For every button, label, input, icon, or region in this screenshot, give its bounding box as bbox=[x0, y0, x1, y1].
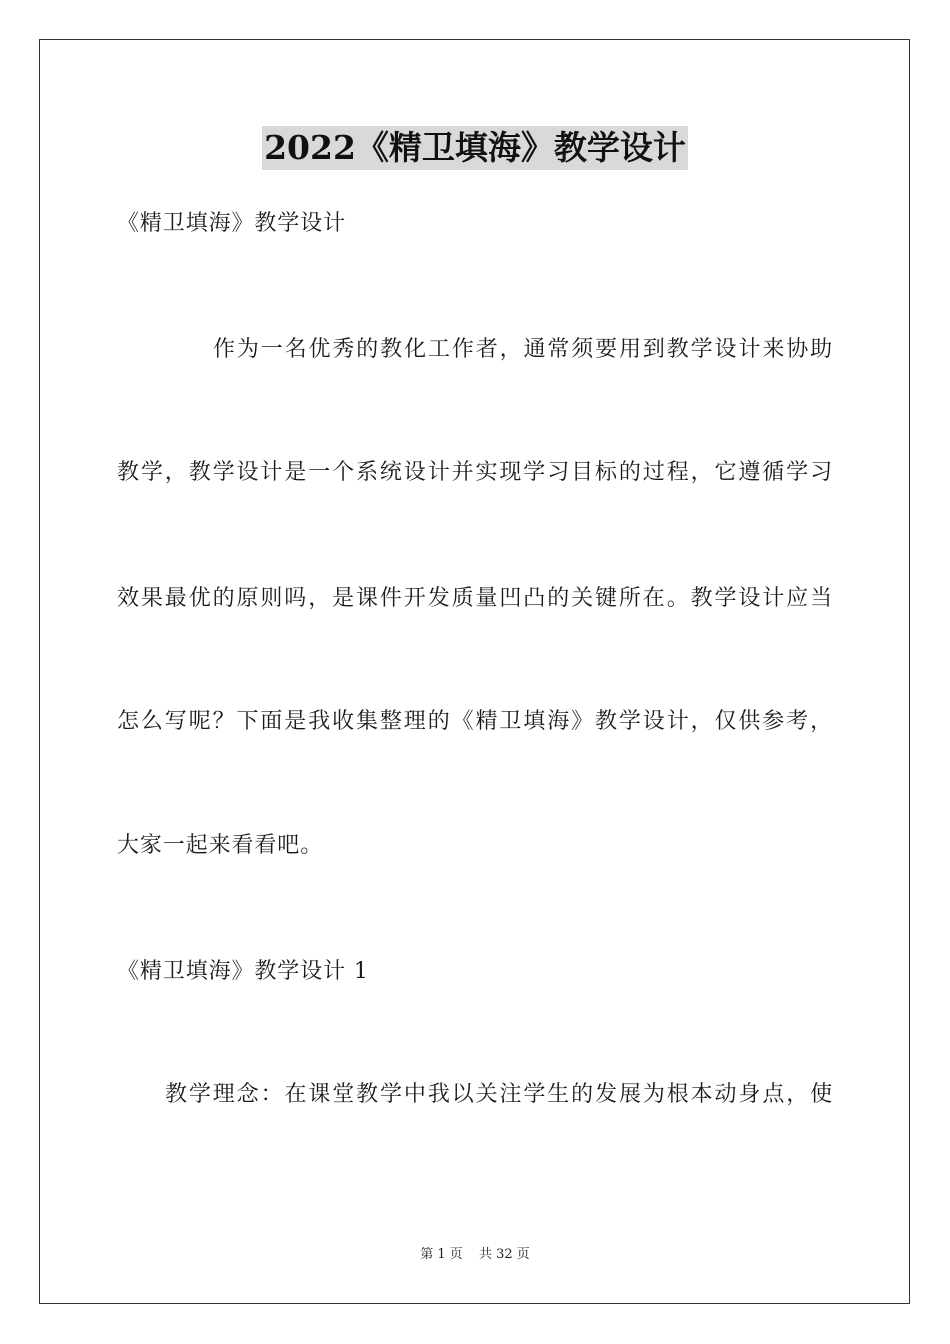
paragraph-line-1: 作为一名优秀的教化工作者，通常须要用到教学设计来协助 bbox=[213, 337, 833, 362]
section-heading: 《精卫填海》教学设计 1 bbox=[117, 959, 369, 984]
paragraph-line-3: 效果最优的原则吗，是课件开发质量凹凸的关键所在。教学设计应当 bbox=[117, 586, 833, 611]
page-footer bbox=[0, 1246, 950, 1264]
section-first-line: 教学理念：在课堂教学中我以关注学生的发展为根本动身点，使 bbox=[165, 1082, 833, 1107]
paragraph-line-4: 怎么写呢？下面是我收集整理的《精卫填海》教学设计，仅供参考， bbox=[117, 709, 833, 734]
document-subtitle: 《精卫填海》教学设计 bbox=[117, 211, 347, 236]
title-container bbox=[0, 126, 950, 170]
page-total: 共 32 页 bbox=[478, 1247, 530, 1262]
paragraph-line-2: 教学，教学设计是一个系统设计并实现学习目标的过程，它遵循学习 bbox=[117, 460, 833, 485]
paragraph-line-5: 大家一起来看看吧。 bbox=[117, 833, 324, 858]
page-number: 第 1 页 bbox=[420, 1247, 463, 1262]
document-title: 2022《精卫填海》教学设计 bbox=[262, 126, 688, 170]
